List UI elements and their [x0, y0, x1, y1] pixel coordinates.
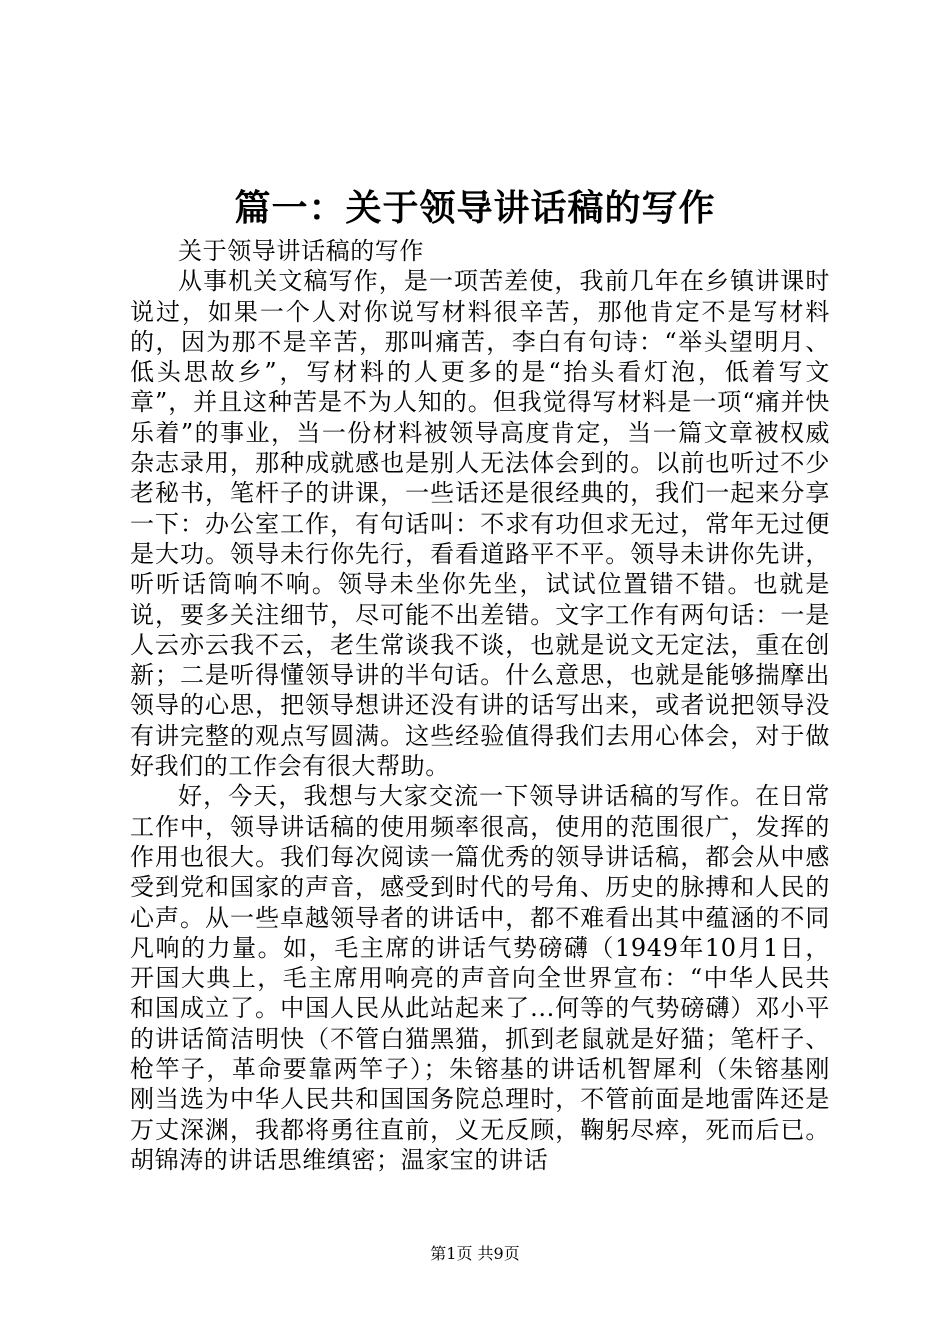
- document-body: [130, 236, 830, 1175]
- document-title: 篇一：关于领导讲话稿的写作: [234, 187, 716, 229]
- paragraph-main: 好，今天，我想与大家交流一下领导讲话稿的写作。在日常工作中，领导讲话稿的使用频率很高，使用的范围很广，发挥的作用也很大。我们每次阅读一篇优秀的领导讲话稿，都会从中感受到党和国家的声音，感受到时代的号角、历史的脉搏和人民的心声。从一些卓越领导者的讲话中，都不难看出其中蕴涵的不同凡响的力量。如，毛主席的讲话气势磅礴（1949年10月1日，开国大典上，毛主席用响亮的声音向全世界宣布：“中华人民共和国成立了。中国人民从此站起来了...何等的气势磅礴）邓小平的讲话简洁明快（不管白猫黑猫，抓到老鼠就是好猫；笔杆子、枪竿子，革命要靠两竿子）；朱镕基的讲话机智犀利（朱镕基刚刚当选为中华人民共和国国务院总理时，不管前面是地雷阵还是万丈深渊，我都将勇往直前，义无反顾，鞠躬尽瘁，死而后已。胡锦涛的讲话思维缜密；温家宝的讲话: [130, 782, 830, 1174]
- paragraph-subtitle: 关于领导讲话稿的写作: [178, 237, 424, 265]
- page-footer: 第1页 共9页: [430, 1244, 520, 1263]
- paragraph-intro: 从事机关文稿写作，是一项苦差使，我前几年在乡镇讲课时说过，如果一个人对你说写材料很辛苦，那他肯定不是写材料的，因为那不是辛苦，那叫痛苦，李白有句诗：“举头望明月、低头思故乡”，写材料的人更多的是“抬头看灯泡，低着写文章”，并且这种苦是不为人知的。但我觉得写材料是一项“痛并快乐着”的事业，当一份材料被领导高度肯定，当一篇文章被权威杂志录用，那种成就感也是别人无法体会到的。以前也听过不少老秘书，笔杆子的讲课，一些话还是很经典的，我们一起来分享一下：办公室工作，有句话叫：不求有功但求无过，常年无过便是大功。领导未行你先行，看看道路平不平。领导未讲你先讲，听听话筒响不响。领导未坐你先坐，试试位置错不错。也就是说，要多关注细节，尽可能不出差错。文字工作有两句话：一是人云亦云我不云，老生常谈我不谈，也就是说文无定法，重在创新；二是听得懂领导讲的半句话。什么意思，也就是能够揣摩出领导的心思，把领导想讲还没有讲的话写出来，或者说把领导没有讲完整的观点写圆满。这些经验值得我们去用心体会，对于做好我们的工作会有很大帮助。: [130, 267, 830, 781]
